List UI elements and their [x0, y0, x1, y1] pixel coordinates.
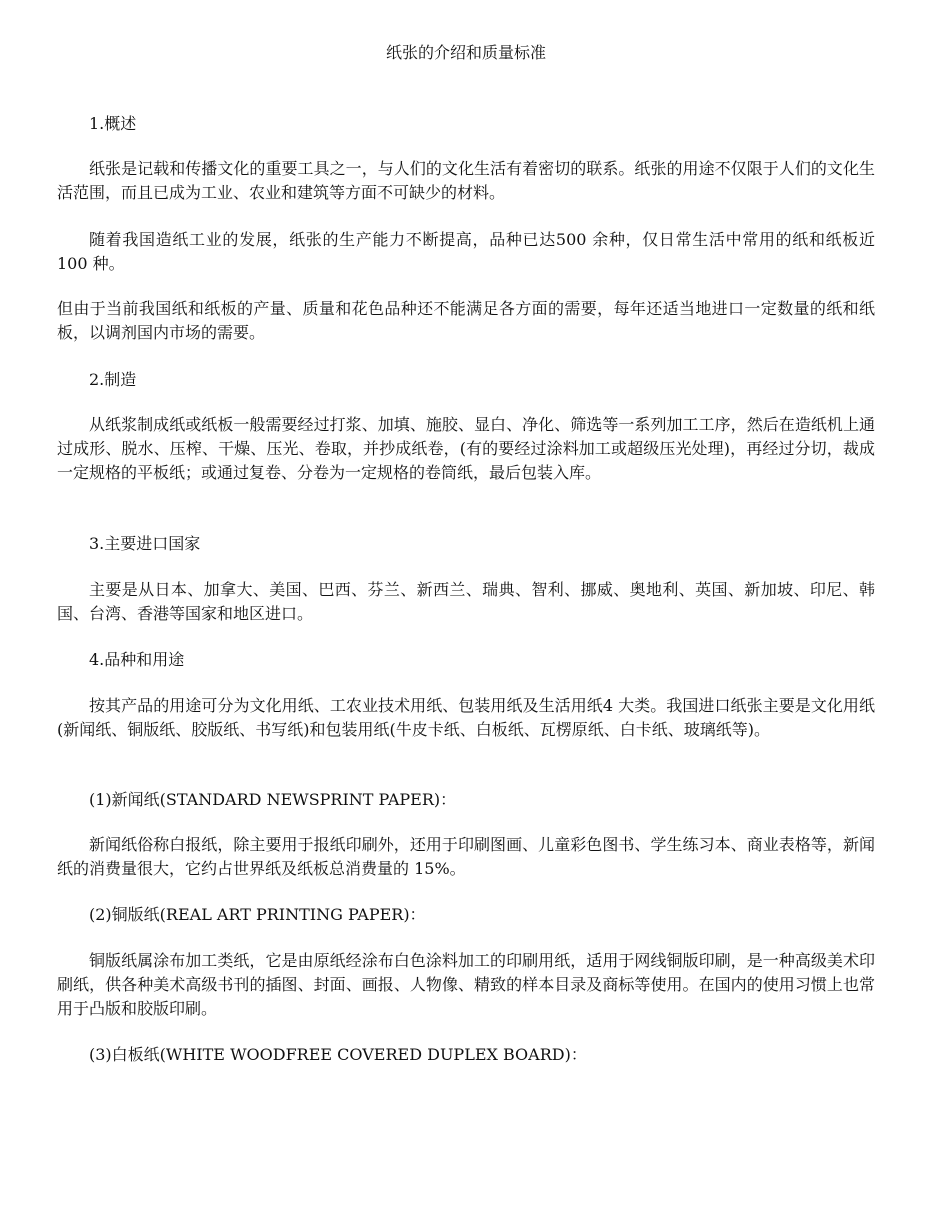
section-heading-varieties: 4.品种和用途 [89, 650, 185, 669]
document-title: 纸张的介绍和质量标准 [385, 43, 546, 62]
paragraph-manufacturing: 从纸浆制成纸或纸板一般需要经过打浆、加填、施胶、显白、净化、筛选等一系列加工工序，然后在造纸机上通过成形、脱水、压榨、干燥、压光、卷取，并抄成纸卷，(有的要经过涂料加工或超级压光处理)，再经过分切，裁成一定规格的平板纸；或通过复卷、分卷为一定规格的卷筒纸，最后包装入库。 [57, 415, 875, 482]
paragraph-varieties: 按其产品的用途可分为文化用纸、工农业技术用纸、包装用纸及生活用纸4 大类。我国进口纸张主要是文化用纸(新闻纸、铜版纸、胶版纸、书写纸)和包装用纸(牛皮卡纸、白板纸、瓦楞原纸、白卡纸、玻璃纸等)。 [57, 696, 875, 739]
section-heading-import-countries: 3.主要进口国家 [89, 534, 201, 553]
subheading-art-paper: (2)铜版纸(REAL ART PRINTING PAPER)： [89, 905, 426, 924]
subheading-duplex-board: (3)白板纸(WHITE WOODFREE COVERED DUPLEX BOARD)： [89, 1045, 587, 1064]
section-heading-overview: 1.概述 [89, 114, 137, 133]
paragraph-overview-2: 随着我国造纸工业的发展，纸张的生产能力不断提高，品种已达500 余种，仅日常生活中常用的纸和纸板近100 种。 [57, 230, 875, 273]
paragraph-art-paper: 铜版纸属涂布加工类纸，它是由原纸经涂布白色涂料加工的印刷用纸，适用于网线铜版印刷，是一种高级美术印刷纸，供各种美术高级书刊的插图、封面、画报、人物像、精致的样本目录及商标等使用。在国内的使用习惯上也常用于凸版和胶版印刷。 [57, 951, 875, 1018]
subheading-newsprint: (1)新闻纸(STANDARD NEWSPRINT PAPER)： [89, 790, 457, 809]
paragraph-newsprint: 新闻纸俗称白报纸，除主要用于报纸印刷外，还用于印刷图画、儿童彩色图书、学生练习本、商业表格等，新闻纸的消费量很大，它约占世界纸及纸板总消费量的 15%。 [57, 835, 875, 878]
paragraph-import-countries: 主要是从日本、加拿大、美国、巴西、芬兰、新西兰、瑞典、智利、挪威、奥地利、英国、新加坡、印尼、韩国、台湾、香港等国家和地区进口。 [57, 580, 875, 623]
section-heading-manufacturing: 2.制造 [89, 370, 137, 389]
paragraph-overview-3: 但由于当前我国纸和纸板的产量、质量和花色品种还不能满足各方面的需要，每年还适当地进口一定数量的纸和纸板，以调剂国内市场的需要。 [57, 299, 875, 342]
paragraph-overview-1: 纸张是记载和传播文化的重要工具之一，与人们的文化生活有着密切的联系。纸张的用途不仅限于人们的文化生活范围，而且已成为工业、农业和建筑等方面不可缺少的材料。 [57, 159, 875, 202]
